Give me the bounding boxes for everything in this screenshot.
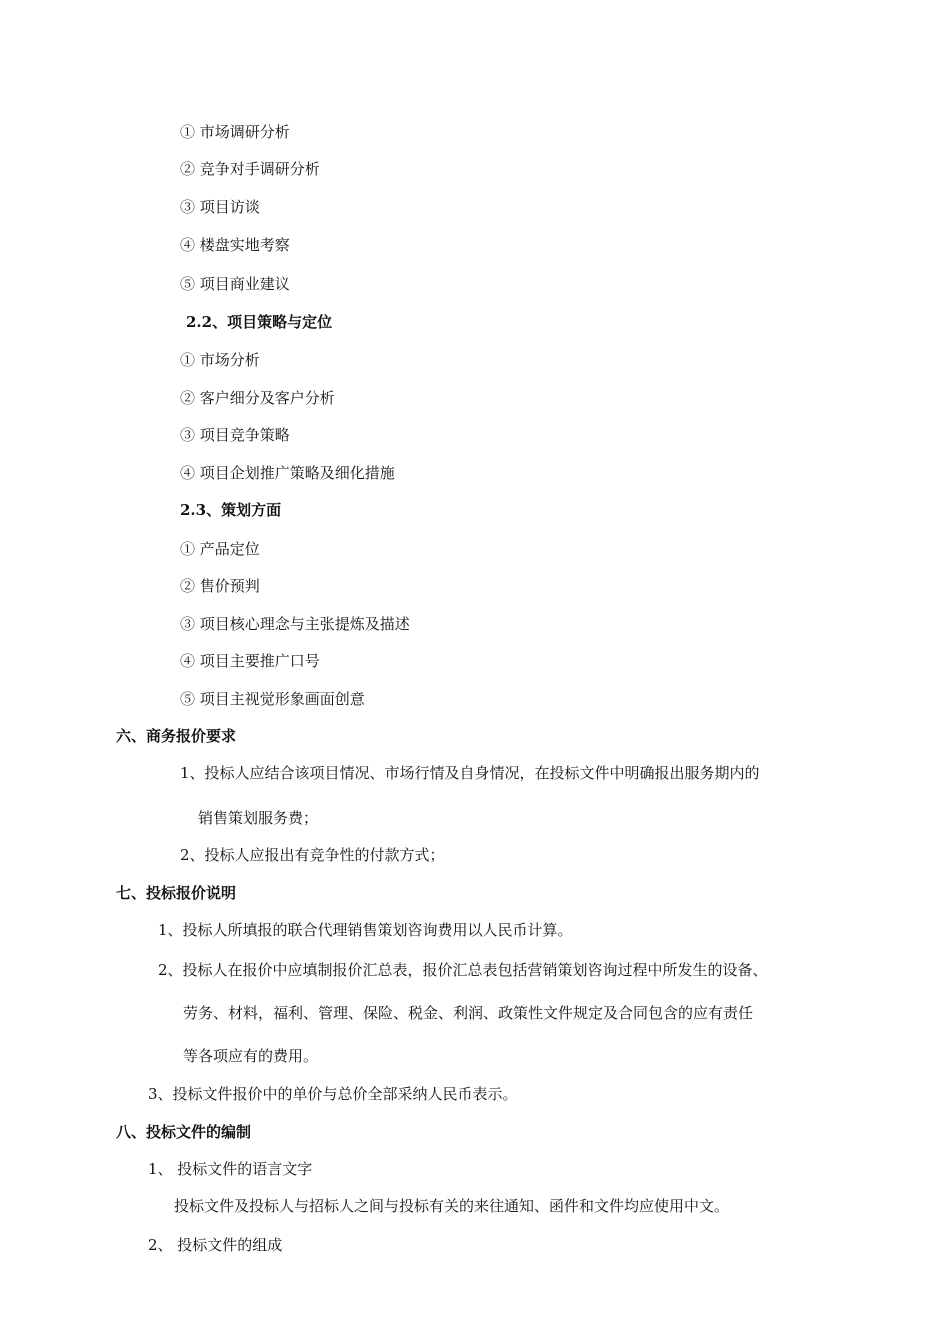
paragraph-line: 1、投标人所填报的联合代理销售策划咨询费用以人民币计算。 <box>158 921 573 939</box>
paragraph-line: 投标文件及投标人与招标人之间与投标有关的来往通知、函件和文件均应使用中文。 <box>174 1197 730 1215</box>
list-item: ④ 楼盘实地考察 <box>180 236 290 254</box>
list-item: ① 市场分析 <box>180 351 260 369</box>
section-heading-6: 六、商务报价要求 <box>116 727 237 745</box>
list-item: ③ 项目竞争策略 <box>180 426 290 444</box>
subheading-2-2: 2.2、项目策略与定位 <box>186 313 333 331</box>
list-item: ① 市场调研分析 <box>180 123 290 141</box>
list-item: ② 售价预判 <box>180 577 260 595</box>
list-item: ⑤ 项目商业建议 <box>180 275 290 293</box>
list-item: ⑤ 项目主视觉形象画面创意 <box>180 690 365 708</box>
paragraph-line: 2、投标人在报价中应填制报价汇总表，报价汇总表包括营销策划咨询过程中所发生的设备、 <box>158 961 768 979</box>
list-item: ④ 项目企划推广策略及细化措施 <box>180 464 395 482</box>
list-item: ② 竞争对手调研分析 <box>180 160 320 178</box>
list-item: ① 产品定位 <box>180 540 260 558</box>
paragraph-line: 劳务、材料，福利、管理、保险、税金、利润、政策性文件规定及合同包含的应有责任 <box>183 1004 754 1022</box>
paragraph-line: 销售策划服务费； <box>198 809 319 827</box>
section-heading-8: 八、投标文件的编制 <box>116 1123 252 1141</box>
paragraph-line: 2、 投标文件的组成 <box>148 1236 283 1254</box>
list-item: ④ 项目主要推广口号 <box>180 652 320 670</box>
paragraph-line: 3、投标文件报价中的单价与总价全部采纳人民币表示。 <box>148 1085 518 1103</box>
section-heading-7: 七、投标报价说明 <box>116 884 237 902</box>
paragraph-line: 2、投标人应报出有竞争性的付款方式； <box>180 846 445 864</box>
list-item: ③ 项目核心理念与主张提炼及描述 <box>180 615 410 633</box>
subheading-2-3: 2.3、策划方面 <box>180 501 282 519</box>
list-item: ③ 项目访谈 <box>180 198 260 216</box>
paragraph-line: 1、投标人应结合该项目情况、市场行情及自身情况，在投标文件中明确报出服务期内的 <box>180 764 760 782</box>
paragraph-line: 等各项应有的费用。 <box>183 1047 319 1065</box>
list-item: ② 客户细分及客户分析 <box>180 389 335 407</box>
paragraph-line: 1、 投标文件的语言文字 <box>148 1160 313 1178</box>
